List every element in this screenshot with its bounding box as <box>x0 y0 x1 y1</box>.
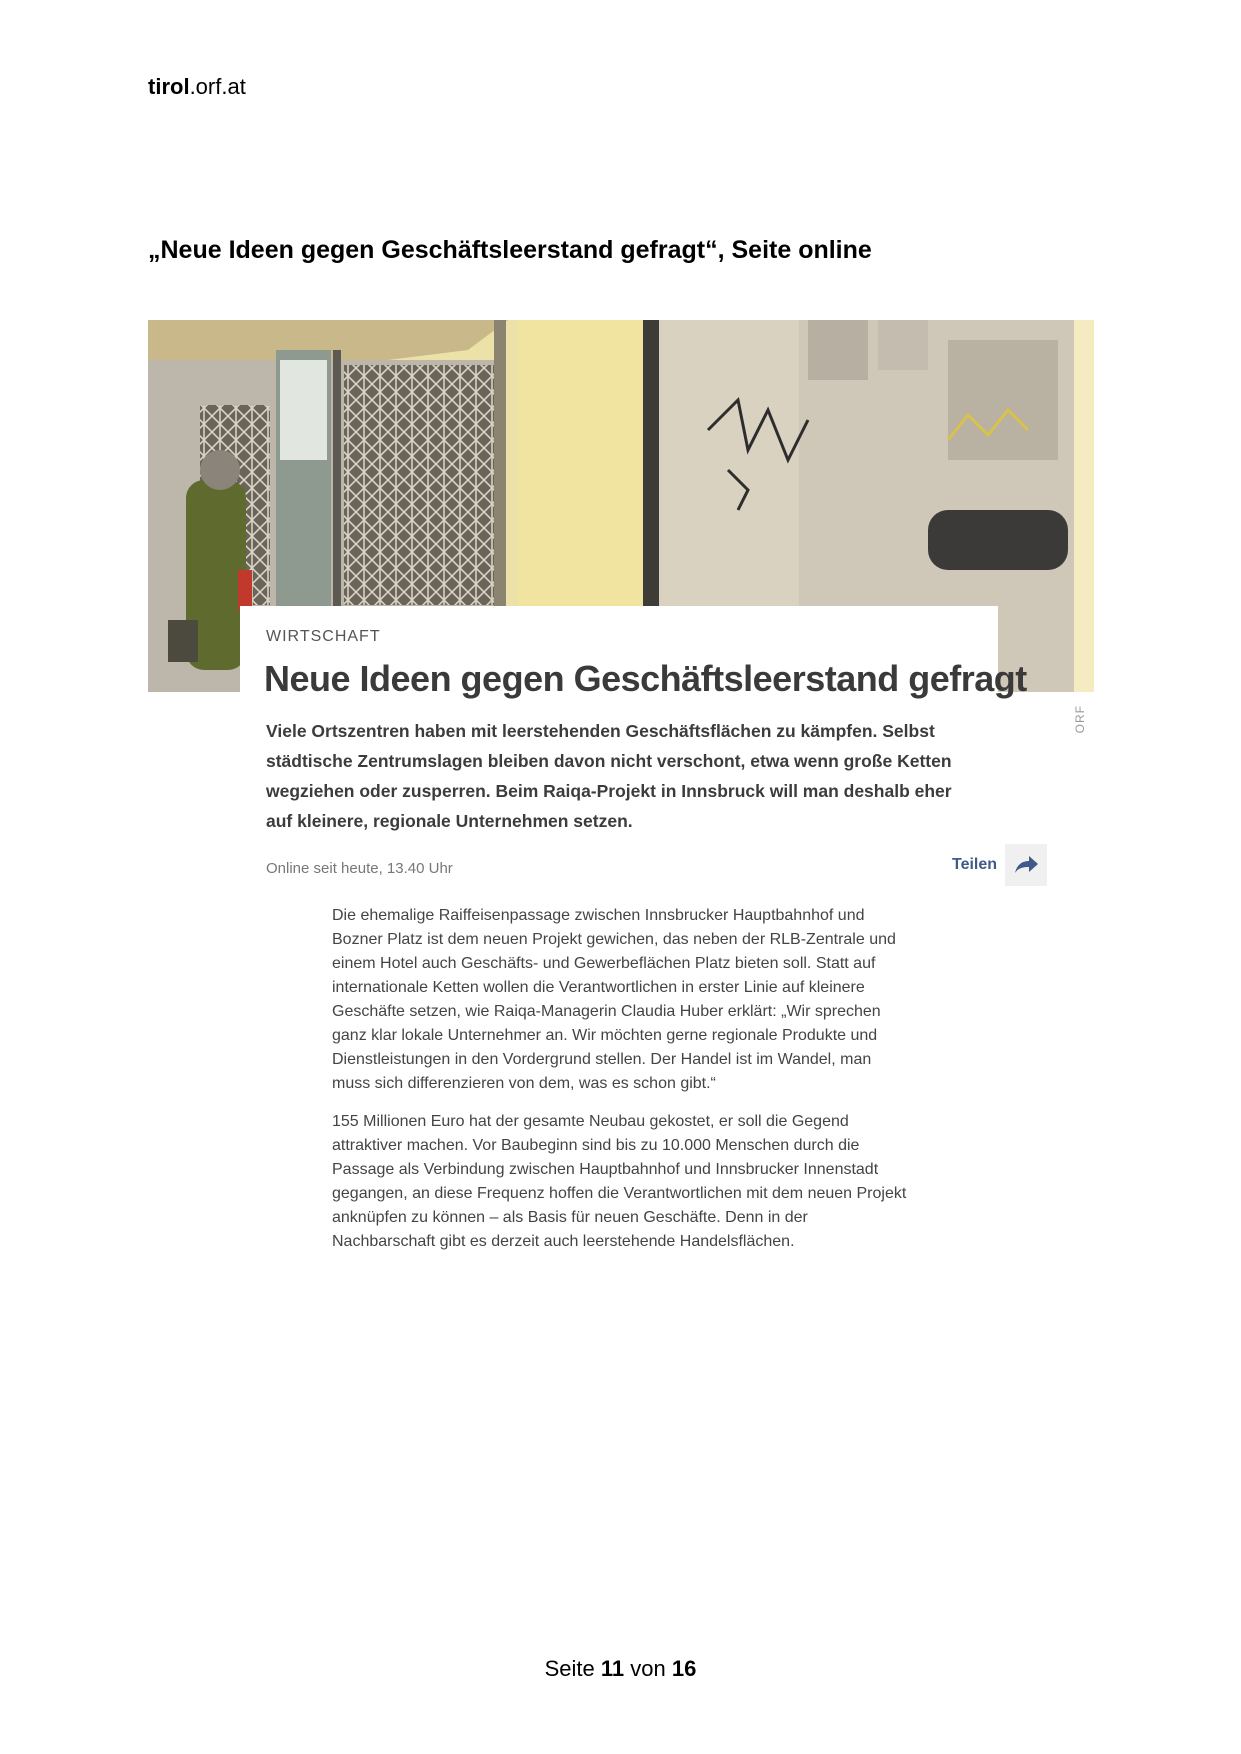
article-timestamp: Online seit heute, 13.40 Uhr <box>266 860 453 877</box>
share-icon <box>1005 844 1047 886</box>
footer-current-page: 11 <box>600 1656 625 1681</box>
footer-total-pages: 16 <box>671 1656 697 1681</box>
footer-middle: von <box>630 1656 666 1681</box>
article-paragraph: Die ehemalige Raiffeisenpassage zwischen Innsbrucker Hauptbahnhof und Bozner Platz ist dem neuen Projekt gewichen, das neben der RLB-Zentrale und einem Hotel auch Geschäfts- und Gewerbeflächen Platz bieten soll. Statt auf internationale Ketten wollen die Verantwortlichen in erster Linie auf kleinere Geschäfte setzen, wie Raiqa-Managerin Claudia Huber erklärt: „Wir sprechen ganz klar lokale Unternehmer an. Wir möchten gerne regionale Produkte und Dienstleistungen in den Vordergrund stellen. Der Handel ist im Wandel, man muss sich differenzieren von dem, was es schon gibt.“ <box>332 907 896 1092</box>
site-header <box>148 74 246 100</box>
article-lead: Viele Ortszentren haben mit leerstehenden Geschäftsflächen zu kämpfen. Selbst städtische Zentrumslagen bleiben davon nicht verschont, etwa wenn große Ketten wegziehen oder zusperren. Beim Raiqa-Projekt in Innsbruck will man deshalb eher auf kleinere, regionale Unternehmen setzen. <box>266 721 952 831</box>
photo-credit: ORF <box>1073 705 1087 734</box>
site-name-domain: .orf.at <box>189 74 246 99</box>
article-body <box>332 904 912 1268</box>
site-name-bold: tirol <box>148 74 190 99</box>
page-footer <box>0 1656 1241 1682</box>
article-card <box>240 606 1027 1308</box>
article-category[interactable]: WIRTSCHAFT <box>266 628 381 645</box>
article-paragraph: 155 Millionen Euro hat der gesamte Neubau gekostet, er soll die Gegend attraktiver machen. Vor Baubeginn sind bis zu 10.000 Menschen durch die Passage als Verbindung zwischen Hauptbahnhof und Innsbrucker Innenstadt gegangen, an diese Frequenz hoffen die Verantwortlichen mit dem neuen Projekt anknüpfen zu können – als Basis für neuen Geschäfte. Denn in der Nachbarschaft gibt es derzeit auch leerstehende Handelsflächen. <box>332 1113 907 1250</box>
share-label: Teilen <box>952 856 998 873</box>
document-title: „Neue Ideen gegen Geschäftsleerstand gefragt“, Seite online <box>148 236 872 264</box>
footer-prefix: Seite <box>544 1656 595 1681</box>
share-button[interactable] <box>952 844 1047 886</box>
article-headline: Neue Ideen gegen Geschäftsleerstand gefragt <box>264 658 1027 699</box>
